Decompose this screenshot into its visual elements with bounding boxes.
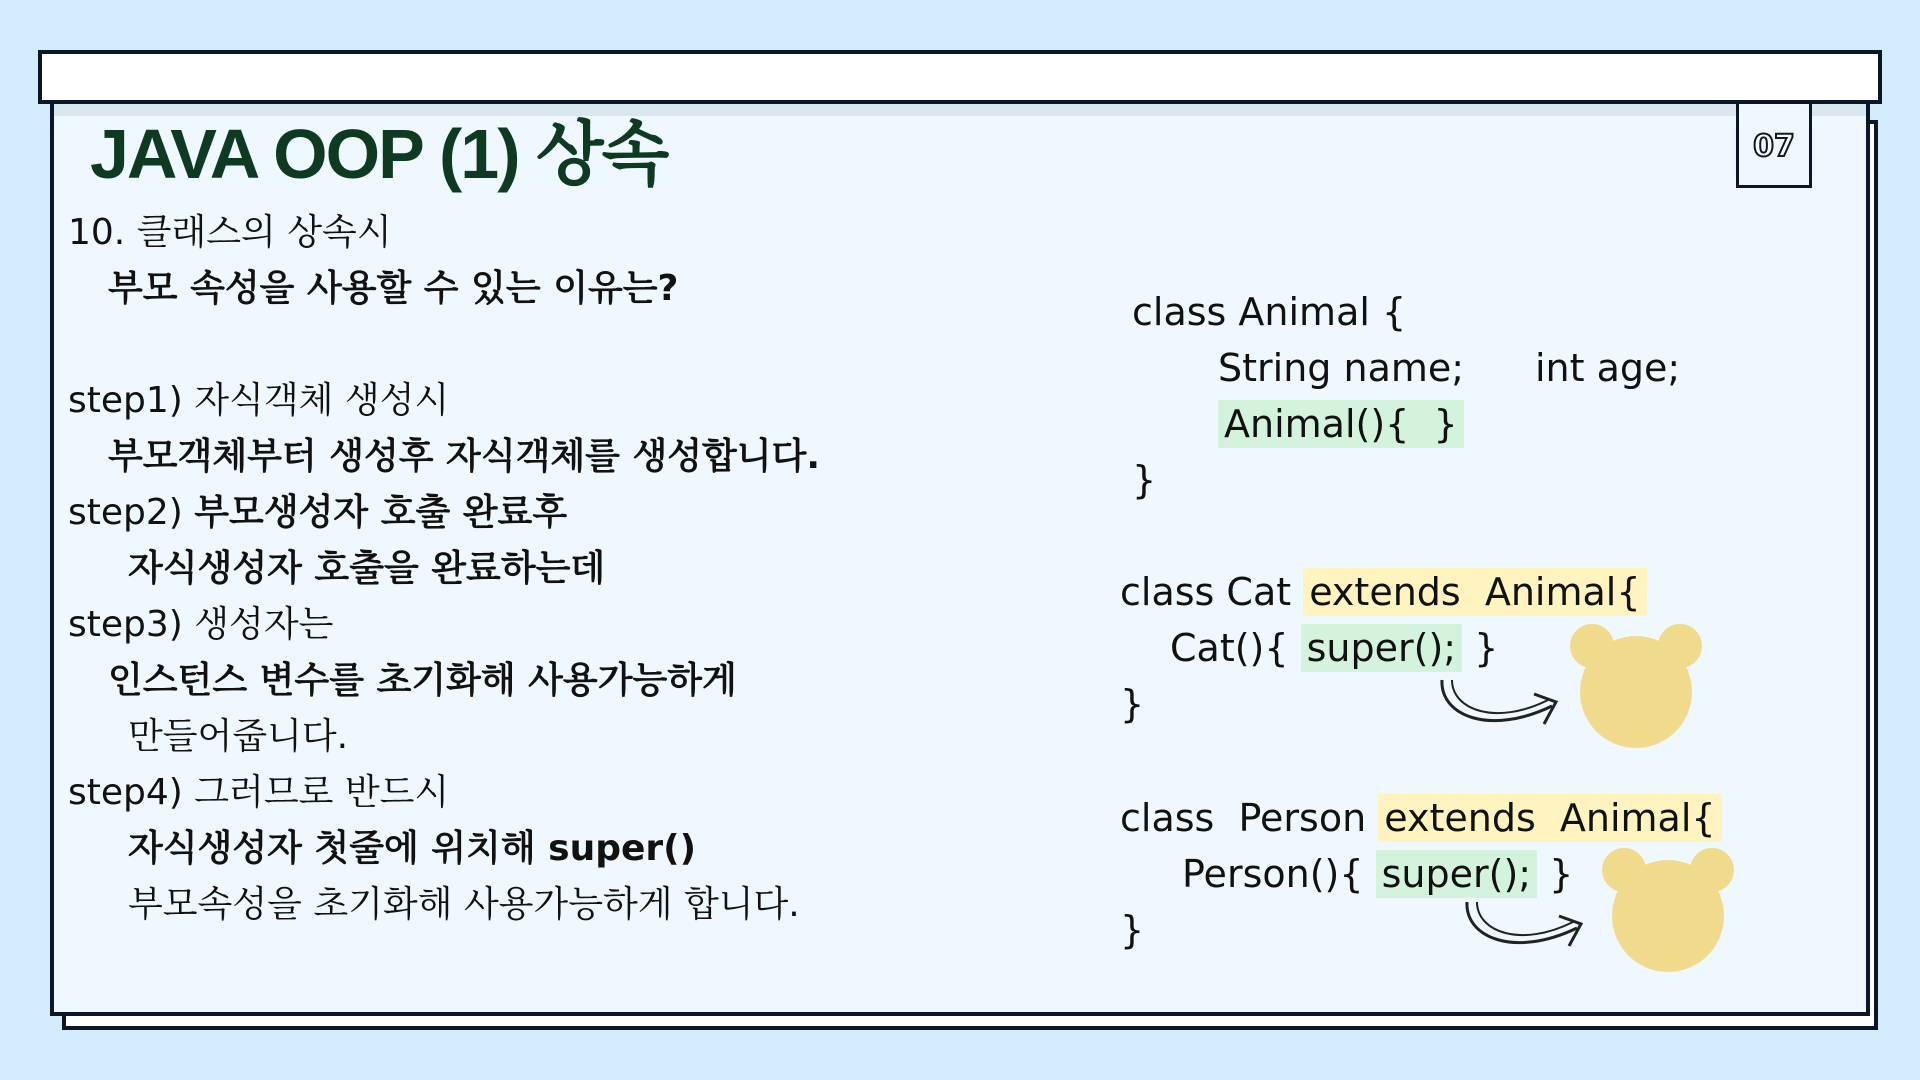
code-animal-field-name: String name;	[1218, 346, 1465, 390]
code-cat-decl: class Cat extends Animal{	[1120, 570, 1647, 614]
spacer	[68, 317, 1068, 373]
step1-line-1: step1) 자식객체 생성시	[68, 380, 450, 421]
curved-arrow-icon	[1430, 676, 1570, 746]
code-animal-close: }	[1132, 458, 1157, 502]
question-line-1: 10. 클래스의 상속시	[68, 212, 392, 253]
code-animal-field-age: int age;	[1535, 346, 1681, 390]
curved-arrow-icon	[1455, 898, 1595, 968]
code-animal-ctor: Animal(){ }	[1218, 402, 1464, 446]
code-person-decl: class Person extends Animal{	[1120, 796, 1722, 840]
step1-line-2: 부모객체부터 생성후 자식객체를 생성합니다.	[108, 436, 821, 477]
bear-head-icon	[1568, 620, 1704, 750]
header-bar	[38, 50, 1882, 104]
step2-line-1: step2) 부모생성자 호출 완료후	[68, 492, 568, 533]
code-cat-close: }	[1120, 682, 1145, 726]
step3-line-3: 만들어줍니다.	[128, 716, 349, 757]
code-person-close: }	[1120, 908, 1145, 952]
explanation-text	[68, 205, 1068, 933]
code-cat-ctor: Cat(){ super(); }	[1170, 626, 1499, 670]
code-person-ctor: Person(){ super(); }	[1182, 852, 1574, 896]
code-animal-decl: class Animal {	[1132, 290, 1407, 334]
question-line-2: 부모 속성을 사용할 수 있는 이유는?	[108, 268, 679, 309]
page-number: 07	[1736, 104, 1812, 188]
step4-line-3: 부모속성을 초기화해 사용가능하게 합니다.	[128, 884, 800, 925]
step2-line-2: 자식생성자 호출을 완료하는데	[128, 548, 606, 589]
step4-line-2: 자식생성자 첫줄에 위치해 super()	[128, 828, 697, 869]
step3-line-1: step3) 생성자는	[68, 604, 334, 645]
bear-head-icon	[1600, 844, 1736, 974]
page-title: JAVA OOP (1) 상속	[90, 115, 668, 193]
step4-line-1: step4) 그러므로 반드시	[68, 772, 450, 813]
step3-line-2: 인스턴스 변수를 초기화해 사용가능하게	[108, 660, 737, 701]
